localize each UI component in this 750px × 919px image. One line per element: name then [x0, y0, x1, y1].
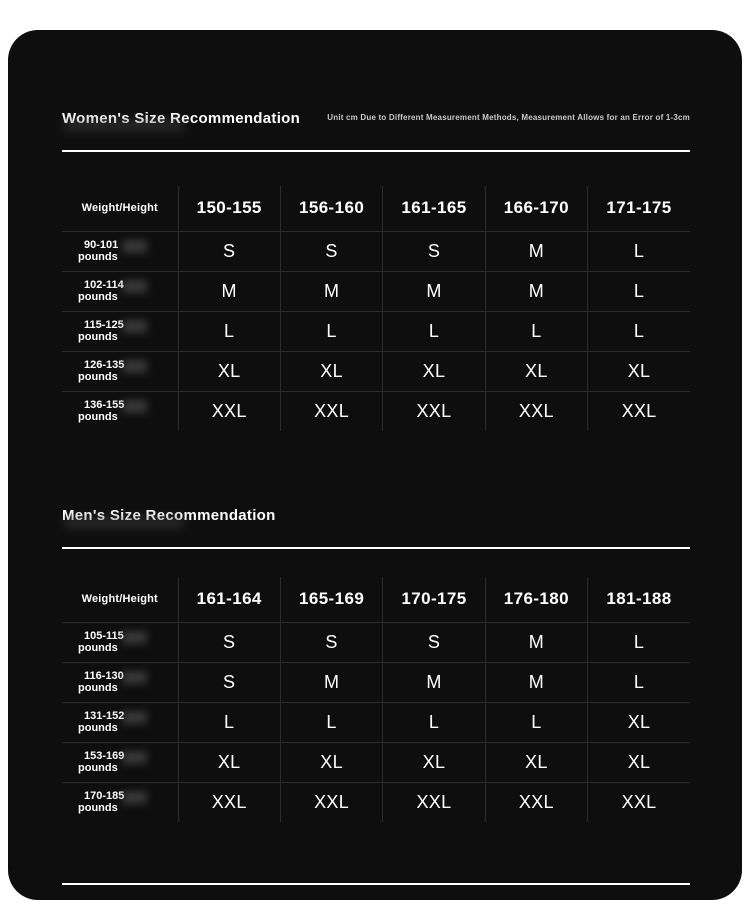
size-value: L [280, 311, 382, 351]
size-value: XXL [588, 782, 690, 822]
weight-range: 131-152 [84, 710, 125, 722]
weight-unit: pounds [78, 331, 118, 343]
blurred-text [122, 280, 147, 293]
weight-unit: pounds [78, 762, 118, 774]
weight-range: 105-115 [84, 630, 124, 642]
table-row [62, 702, 690, 742]
weight-range: 136-155 [84, 399, 125, 412]
weight-range: 102-114 [84, 279, 124, 291]
weight-unit: pounds [78, 802, 118, 815]
size-value: S [383, 622, 485, 662]
weight-unit: pounds [78, 722, 118, 734]
size-value: XL [178, 351, 280, 391]
size-value: XL [588, 742, 690, 782]
size-value: M [178, 271, 280, 311]
weight-range: 115-125 [84, 319, 124, 331]
weight-range: 90-101 [84, 239, 119, 251]
size-value: L [485, 702, 587, 742]
size-value: XL [280, 742, 382, 782]
size-value: XXL [280, 782, 382, 822]
weight-row-header [62, 231, 178, 271]
size-value: L [178, 702, 280, 742]
size-value: S [383, 231, 485, 271]
size-value: L [383, 702, 485, 742]
size-value: M [485, 271, 587, 311]
size-value: XXL [485, 782, 587, 822]
weight-row-header [62, 782, 178, 822]
header-row [62, 577, 690, 622]
size-value: L [178, 311, 280, 351]
height-column-header: 181-188 [588, 577, 690, 622]
table-row [62, 271, 690, 311]
size-value: S [178, 662, 280, 702]
size-value: M [383, 271, 485, 311]
table-row [62, 782, 690, 822]
size-value: XL [383, 742, 485, 782]
weight-row-header [62, 622, 178, 662]
weight-row-header [62, 742, 178, 782]
size-value: XL [588, 702, 690, 742]
blurred-subtitle [64, 517, 184, 528]
size-value: XL [485, 351, 587, 391]
weight-row-header [62, 662, 178, 702]
weight-unit: pounds [78, 411, 118, 424]
mens-section-title: Men's Size Recommendation [62, 507, 276, 525]
corner-header: Weight/Height [62, 186, 178, 231]
table-row [62, 231, 690, 271]
size-value: XXL [383, 782, 485, 822]
weight-row-header [62, 351, 178, 391]
size-value: L [588, 622, 690, 662]
size-value: XXL [280, 391, 382, 431]
table-row [62, 311, 690, 351]
size-value: M [485, 231, 587, 271]
bottom-divider-line [62, 883, 690, 885]
size-value: L [485, 311, 587, 351]
weight-row-header [62, 311, 178, 351]
weight-unit: pounds [78, 371, 118, 383]
height-column-header: 166-170 [485, 186, 587, 231]
height-column-header: 156-160 [280, 186, 382, 231]
blurred-text [122, 671, 147, 684]
height-column-header: 176-180 [485, 577, 587, 622]
height-column-header: 171-175 [588, 186, 690, 231]
weight-unit: pounds [78, 251, 118, 263]
womens-size-table [62, 186, 690, 431]
height-column-header: 170-175 [383, 577, 485, 622]
table-row [62, 742, 690, 782]
womens-section-title: Women's Size Recommendation [62, 110, 301, 128]
table-row [62, 351, 690, 391]
weight-unit: pounds [78, 682, 118, 694]
size-value: M [485, 622, 587, 662]
blurred-text [122, 320, 147, 333]
size-value: L [588, 662, 690, 702]
size-value: L [588, 231, 690, 271]
blurred-text [122, 240, 147, 253]
size-value: S [178, 231, 280, 271]
divider-line [62, 150, 690, 152]
height-column-header: 161-165 [383, 186, 485, 231]
size-value: L [588, 311, 690, 351]
size-value: XXL [485, 391, 587, 431]
table-row [62, 662, 690, 702]
size-value: S [280, 622, 382, 662]
weight-row-header [62, 702, 178, 742]
table-row [62, 391, 690, 431]
height-column-header: 165-169 [280, 577, 382, 622]
size-value: XL [280, 351, 382, 391]
size-value: M [383, 662, 485, 702]
weight-unit: pounds [78, 642, 118, 654]
header-row [62, 186, 690, 231]
size-value: S [280, 231, 382, 271]
blurred-text [122, 360, 147, 373]
height-column-header: 150-155 [178, 186, 280, 231]
size-value: L [280, 702, 382, 742]
size-value: XXL [383, 391, 485, 431]
blurred-text [122, 631, 147, 644]
weight-row-header [62, 271, 178, 311]
table-row [62, 622, 690, 662]
blurred-text [122, 400, 147, 413]
size-value: XL [588, 351, 690, 391]
size-value: L [383, 311, 485, 351]
blurred-text [122, 751, 147, 764]
mens-size-table [62, 577, 690, 822]
weight-range: 116-130 [84, 670, 124, 682]
size-value: L [588, 271, 690, 311]
size-value: M [485, 662, 587, 702]
size-value: XXL [178, 391, 280, 431]
weight-range: 126-135 [84, 359, 125, 371]
size-value: XXL [178, 782, 280, 822]
size-value: M [280, 662, 382, 702]
weight-row-header [62, 391, 178, 431]
weight-range: 153-169 [84, 750, 125, 762]
blurred-text [122, 711, 147, 724]
blurred-subtitle [64, 120, 184, 131]
corner-header: Weight/Height [62, 577, 178, 622]
size-value: XL [383, 351, 485, 391]
divider-line [62, 547, 690, 549]
size-chart-panel [8, 30, 742, 900]
weight-range: 170-185 [84, 790, 125, 803]
blurred-text [122, 791, 147, 804]
measurement-note: Unit cm Due to Different Measurement Methods, Measurement Allows for an Error of 1-3cm [327, 113, 690, 122]
size-value: XXL [588, 391, 690, 431]
size-value: S [178, 622, 280, 662]
size-value: XL [178, 742, 280, 782]
weight-unit: pounds [78, 291, 118, 303]
size-value: XL [485, 742, 587, 782]
size-value: M [280, 271, 382, 311]
height-column-header: 161-164 [178, 577, 280, 622]
